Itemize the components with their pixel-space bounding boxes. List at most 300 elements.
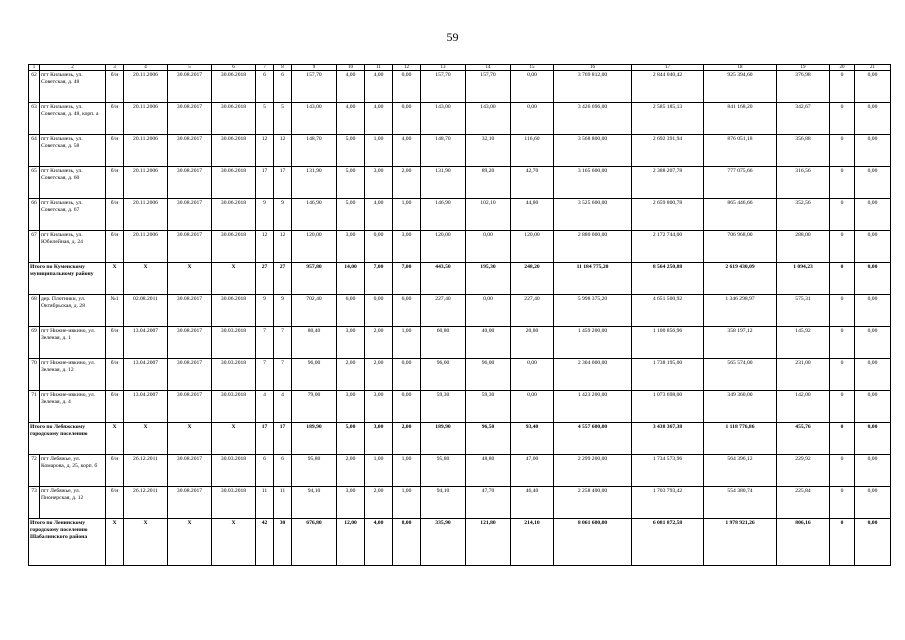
table-cell: 0	[830, 391, 855, 423]
table-cell: 60,80	[421, 327, 466, 359]
table-row	[29, 455, 891, 487]
subtotal-cell: X	[212, 423, 256, 455]
table-cell: 30.06.2018	[212, 167, 256, 199]
table-cell: б/н	[106, 359, 124, 391]
table-cell: 40,00	[466, 327, 511, 359]
table-cell: 925 394,60	[704, 71, 777, 103]
table-cell: 5,00	[337, 167, 365, 199]
table-cell: 706 968,00	[704, 231, 777, 263]
table-cell: б/н	[106, 231, 124, 263]
table-cell: 72	[29, 455, 40, 487]
table-cell: 59,30	[466, 391, 511, 423]
table-cell: 11	[274, 487, 292, 519]
table-row	[29, 167, 891, 199]
column-number: 13	[421, 65, 466, 71]
table-cell: 80,40	[292, 327, 337, 359]
table-cell: 0	[830, 167, 855, 199]
column-number: 12	[393, 65, 421, 71]
table-cell: 62	[29, 71, 40, 103]
subtotal-cell: 1 978 921,26	[704, 519, 777, 566]
subtotal-cell: 0	[830, 423, 855, 455]
subtotal-cell: X	[168, 423, 212, 455]
table-cell: 2 388 207,78	[632, 167, 704, 199]
table-cell: 777 075,66	[704, 167, 777, 199]
subtotal-cell: 4 557 600,00	[554, 423, 632, 455]
table-cell: 0,00	[466, 295, 511, 327]
table-cell: 30.06.2018	[212, 199, 256, 231]
subtotal-cell: 2,00	[393, 423, 421, 455]
table-cell: 4	[256, 391, 274, 423]
table-cell: 120,00	[421, 231, 466, 263]
table-cell: 6	[256, 71, 274, 103]
table-cell: 0,00	[855, 167, 891, 199]
table-cell: 30.08.2017	[168, 359, 212, 391]
table-cell: 42,70	[511, 167, 554, 199]
table-cell: б/н	[106, 455, 124, 487]
table-cell: 30.08.2017	[168, 295, 212, 327]
column-number: 21	[855, 65, 891, 71]
subtotal-cell: 1 094,23	[777, 263, 830, 295]
table-row	[29, 103, 891, 135]
table-cell: 1 734 573,96	[632, 455, 704, 487]
subtotal-cell: 11 184 775,20	[554, 263, 632, 295]
subtotal-cell: X	[106, 263, 124, 295]
table-cell: 94,10	[292, 487, 337, 519]
table-cell: 841 168,20	[704, 103, 777, 135]
table-cell: 70	[29, 359, 40, 391]
table-cell: 63	[29, 103, 40, 135]
address-cell: пгт Лебяжье, ул. Пионерская, д. 12	[40, 487, 106, 519]
table-cell: 0	[830, 455, 855, 487]
table-cell: 12	[256, 135, 274, 167]
table-cell: 4,00	[365, 71, 393, 103]
table-cell: 3,00	[337, 231, 365, 263]
table-cell: 3,00	[337, 327, 365, 359]
column-number: 18	[704, 65, 777, 71]
table-cell: 30.03.2018	[212, 455, 256, 487]
table-cell: 5 998 375,20	[554, 295, 632, 327]
table-cell: 3 426 696,00	[554, 103, 632, 135]
table-cell: 20.11.2006	[124, 199, 168, 231]
table-cell: 0	[830, 103, 855, 135]
subtotal-cell: X	[106, 519, 124, 566]
address-cell: пгт Лебяжье, ул. Комарова, д. 25, корп. б	[40, 455, 106, 487]
column-number: 11	[365, 65, 393, 71]
address-cell: пгт Нижне-ивкино, ул. Зеленая, д. 4	[40, 391, 106, 423]
table-cell: 142,00	[777, 391, 830, 423]
table-cell: 0,00	[393, 103, 421, 135]
subtotal-cell: 27	[256, 263, 274, 295]
subtotal-cell: 5,00	[337, 423, 365, 455]
table-cell: 30.08.2017	[168, 487, 212, 519]
table-cell: 0,00	[855, 391, 891, 423]
table-cell: 30.06.2018	[212, 231, 256, 263]
subtotal-cell: 12,00	[337, 519, 365, 566]
table-cell: 96,00	[421, 359, 466, 391]
subtotal-cell: 195,30	[466, 263, 511, 295]
table-cell: 26.12.2011	[124, 455, 168, 487]
table-cell: 1 703 793,42	[632, 487, 704, 519]
table-cell: 13.04.2007	[124, 391, 168, 423]
table-cell: 0,00	[393, 391, 421, 423]
table-cell: 30.06.2018	[212, 71, 256, 103]
table-cell: 30.06.2018	[212, 103, 256, 135]
subtotal-cell: 30	[274, 519, 292, 566]
column-number: 10	[337, 65, 365, 71]
table-cell: 0	[830, 135, 855, 167]
table-cell: 2 880 000,00	[554, 231, 632, 263]
table-cell: №1	[106, 295, 124, 327]
table-cell: 30.08.2017	[168, 71, 212, 103]
column-number: 5	[168, 65, 212, 71]
table-cell: 1,00	[393, 199, 421, 231]
table-cell: 4	[274, 391, 292, 423]
column-number: 1	[29, 65, 40, 71]
table-cell: 44,80	[511, 199, 554, 231]
subtotal-cell: 1 118 776,86	[704, 423, 777, 455]
subtotal-cell: 957,80	[292, 263, 337, 295]
address-cell: пгт Кильмезь, ул. Юбилейная, д. 24	[40, 231, 106, 263]
subtotal-cell: 676,80	[292, 519, 337, 566]
table-cell: 0,00	[855, 487, 891, 519]
table-cell: 79,00	[292, 391, 337, 423]
table-cell: 0,00	[511, 359, 554, 391]
table-cell: 288,00	[777, 231, 830, 263]
table-cell: 59,30	[421, 391, 466, 423]
table-row	[29, 295, 891, 327]
table-cell: б/н	[106, 199, 124, 231]
table-cell: 0,00	[855, 455, 891, 487]
table-cell: 0,00	[393, 359, 421, 391]
subtotal-cell: X	[212, 263, 256, 295]
table-row	[29, 199, 891, 231]
table-cell: 227,40	[421, 295, 466, 327]
table-cell: б/н	[106, 103, 124, 135]
table-cell: 9	[274, 295, 292, 327]
subtotal-row	[29, 423, 891, 455]
address-cell: пгт Нижне-ивкино, ул. Зеленая, д. 12	[40, 359, 106, 391]
subtotal-row	[29, 519, 891, 566]
table-cell: 229,92	[777, 455, 830, 487]
subtotal-cell: 96,50	[466, 423, 511, 455]
address-cell: пгт Нижне-ивкино, ул. Зеленая, д. 1	[40, 327, 106, 359]
table-cell: 2 304 000,00	[554, 359, 632, 391]
table-cell: б/н	[106, 71, 124, 103]
table-cell: 342,67	[777, 103, 830, 135]
subtotal-cell: X	[212, 519, 256, 566]
table-cell: 565 574,00	[704, 359, 777, 391]
table-cell: 4,00	[393, 135, 421, 167]
table-cell: 865 446,66	[704, 199, 777, 231]
table-cell: 65	[29, 167, 40, 199]
table-cell: 146,90	[421, 199, 466, 231]
subtotal-cell: 42	[256, 519, 274, 566]
table-cell: 20.11.2006	[124, 231, 168, 263]
subtotal-cell: 4,00	[365, 519, 393, 566]
subtotal-cell: 8 061 600,00	[554, 519, 632, 566]
table-cell: 0,00	[511, 71, 554, 103]
table-cell: 3,00	[393, 231, 421, 263]
table-cell: 7	[256, 359, 274, 391]
table-cell: 0	[830, 295, 855, 327]
table-cell: 0,00	[855, 71, 891, 103]
subtotal-cell: 214,10	[511, 519, 554, 566]
table-cell: 67	[29, 231, 40, 263]
table-cell: 30.06.2018	[212, 135, 256, 167]
table-cell: 2 172 744,00	[632, 231, 704, 263]
table-cell: 12	[274, 135, 292, 167]
table-cell: 47,70	[466, 487, 511, 519]
table-row	[29, 71, 891, 103]
table-cell: 1,00	[365, 135, 393, 167]
column-number: 15	[511, 65, 554, 71]
table-cell: 0,00	[855, 199, 891, 231]
table-cell: 1 346 298,97	[704, 295, 777, 327]
table-cell: 30.03.2018	[212, 327, 256, 359]
subtotal-cell: 248,20	[511, 263, 554, 295]
table-cell: 71	[29, 391, 40, 423]
subtotal-cell: X	[168, 263, 212, 295]
table-cell: 47,00	[511, 455, 554, 487]
subtotal-cell: X	[124, 423, 168, 455]
table-cell: 95,80	[421, 455, 466, 487]
table-cell: 94,10	[421, 487, 466, 519]
table-cell: 5,00	[337, 135, 365, 167]
subtotal-cell: 8,00	[393, 519, 421, 566]
table-cell: 95,80	[292, 455, 337, 487]
table-cell: 0	[830, 71, 855, 103]
subtotal-cell: 121,80	[466, 519, 511, 566]
table-cell: 13.04.2007	[124, 327, 168, 359]
table-cell: 20,80	[511, 327, 554, 359]
table-cell: 1,00	[393, 455, 421, 487]
column-number: 16	[554, 65, 632, 71]
table-cell: 1 073 698,00	[632, 391, 704, 423]
table-cell: 702,40	[292, 295, 337, 327]
table-cell: 145,92	[777, 327, 830, 359]
table-cell: 1 459 200,00	[554, 327, 632, 359]
table-cell: 143,00	[421, 103, 466, 135]
table-cell: 0,00	[511, 391, 554, 423]
address-cell: пгт Кильмезь, ул. Советская, д. 48	[40, 71, 106, 103]
table-cell: 2,00	[365, 327, 393, 359]
table-cell: 356,88	[777, 135, 830, 167]
table-cell: 358 197,12	[704, 327, 777, 359]
table-cell: 30.03.2018	[212, 391, 256, 423]
subtotal-cell: 455,76	[777, 423, 830, 455]
table-cell: 6	[256, 455, 274, 487]
table-cell: 3 769 812,00	[554, 71, 632, 103]
table-cell: 30.08.2017	[168, 231, 212, 263]
table-cell: 157,70	[466, 71, 511, 103]
table-cell: 131,90	[421, 167, 466, 199]
table-cell: 148,70	[421, 135, 466, 167]
table-cell: 30.03.2018	[212, 359, 256, 391]
table-row	[29, 231, 891, 263]
table-cell: 30.08.2017	[168, 167, 212, 199]
table-cell: 575,31	[777, 295, 830, 327]
subtotal-cell: X	[106, 423, 124, 455]
table-cell: 30.03.2018	[212, 487, 256, 519]
column-number: 2	[40, 65, 106, 71]
table-cell: 64	[29, 135, 40, 167]
table-cell: 30.08.2017	[168, 391, 212, 423]
address-cell: пгт Кильмезь, ул. Советская, д. 67	[40, 199, 106, 231]
table-cell: 48,80	[466, 455, 511, 487]
table-row	[29, 359, 891, 391]
table-cell: 30.08.2017	[168, 103, 212, 135]
column-number: 3	[106, 65, 124, 71]
table-cell: 1,00	[365, 455, 393, 487]
table-cell: 30.08.2017	[168, 455, 212, 487]
table-cell: 2 299 200,00	[554, 455, 632, 487]
table-cell: 2,00	[337, 455, 365, 487]
table-cell: 0,00	[466, 231, 511, 263]
table-cell: 0,00	[855, 231, 891, 263]
subtotal-cell: X	[124, 263, 168, 295]
table-cell: 2 844 040,42	[632, 71, 704, 103]
table-cell: 4,00	[365, 103, 393, 135]
subtotal-cell: 17	[256, 423, 274, 455]
table-cell: 9	[274, 199, 292, 231]
column-number: 7	[256, 65, 274, 71]
table-cell: 227,40	[511, 295, 554, 327]
column-number: 19	[777, 65, 830, 71]
table-cell: 96,00	[466, 359, 511, 391]
table-cell: 3 568 800,00	[554, 135, 632, 167]
table-cell: 6	[274, 455, 292, 487]
column-number: 9	[292, 65, 337, 71]
table-cell: 3 165 600,00	[554, 167, 632, 199]
table-row	[29, 135, 891, 167]
table-cell: 4,00	[337, 71, 365, 103]
table-cell: 3 525 600,00	[554, 199, 632, 231]
table-cell: 143,00	[466, 103, 511, 135]
address-cell: пгт Кильмезь, ул. Советская, д. 60	[40, 167, 106, 199]
table-row	[29, 391, 891, 423]
table-cell: 0,00	[365, 231, 393, 263]
table-cell: 564 396,12	[704, 455, 777, 487]
table-cell: 2,00	[337, 359, 365, 391]
table-cell: б/н	[106, 167, 124, 199]
table-cell: 0	[830, 327, 855, 359]
table-cell: 68	[29, 295, 40, 327]
table-cell: 17	[256, 167, 274, 199]
table-cell: 2 585 185,13	[632, 103, 704, 135]
subtotal-cell: 189,90	[292, 423, 337, 455]
subtotal-cell: 0,00	[855, 263, 891, 295]
table-cell: 30.08.2017	[168, 327, 212, 359]
subtotal-cell: X	[124, 519, 168, 566]
table-cell: 2,00	[393, 167, 421, 199]
table-cell: 4,00	[337, 103, 365, 135]
subtotal-cell: X	[168, 519, 212, 566]
table-cell: 7	[256, 327, 274, 359]
table-cell: 0,00	[855, 135, 891, 167]
table-cell: 157,70	[292, 71, 337, 103]
subtotal-cell: 93,40	[511, 423, 554, 455]
table-cell: 0	[830, 487, 855, 519]
subtotal-cell: 2 619 430,09	[704, 263, 777, 295]
subtotal-cell: 14,00	[337, 263, 365, 295]
table-cell: 2 659 800,78	[632, 199, 704, 231]
table-cell: 73	[29, 487, 40, 519]
table-cell: 0,00	[855, 103, 891, 135]
subtotal-cell: 335,90	[421, 519, 466, 566]
subtotal-cell: 8 564 250,88	[632, 263, 704, 295]
subtotal-cell: 3 438 367,38	[632, 423, 704, 455]
table-cell: 554 380,74	[704, 487, 777, 519]
table-cell: 5	[256, 103, 274, 135]
table-cell: 11	[256, 487, 274, 519]
table-cell: 96,00	[292, 359, 337, 391]
table-cell: 0,00	[511, 103, 554, 135]
column-number: 8	[274, 65, 292, 71]
table-cell: 6,00	[393, 295, 421, 327]
table-cell: 7	[274, 327, 292, 359]
table-cell: 376,98	[777, 71, 830, 103]
housing-table	[28, 64, 891, 566]
subtotal-cell: 17	[274, 423, 292, 455]
table-cell: 9	[256, 199, 274, 231]
table-cell: 17	[274, 167, 292, 199]
table-cell: 3,00	[337, 391, 365, 423]
table-cell: 7	[274, 359, 292, 391]
table-cell: 89,20	[466, 167, 511, 199]
table-cell: 2 258 400,00	[554, 487, 632, 519]
table-cell: 131,90	[292, 167, 337, 199]
column-number: 4	[124, 65, 168, 71]
table-cell: 12	[256, 231, 274, 263]
table-cell: 116,60	[511, 135, 554, 167]
table-row	[29, 487, 891, 519]
table-cell: 0,00	[393, 71, 421, 103]
table-cell: 0,00	[365, 295, 393, 327]
table-cell: 4,00	[365, 199, 393, 231]
table-cell: 13.04.2007	[124, 359, 168, 391]
column-number: 20	[830, 65, 855, 71]
subtotal-cell: 7,00	[393, 263, 421, 295]
table-cell: 20.11.2006	[124, 135, 168, 167]
subtotal-cell: 0,00	[855, 519, 891, 566]
table-cell: 2 692 391,94	[632, 135, 704, 167]
table-cell: 148,70	[292, 135, 337, 167]
column-number: 14	[466, 65, 511, 71]
table-cell: б/н	[106, 391, 124, 423]
table-cell: 46,40	[511, 487, 554, 519]
table-cell: 143,00	[292, 103, 337, 135]
table-cell: 30.08.2017	[168, 135, 212, 167]
table-cell: 30.06.2018	[212, 295, 256, 327]
table-cell: 231,00	[777, 359, 830, 391]
address-cell: пгт Кильмезь, ул. Советская, д. 48, корп. а	[40, 103, 106, 135]
table-row	[29, 327, 891, 359]
table-cell: 69	[29, 327, 40, 359]
table-cell: б/н	[106, 487, 124, 519]
table-cell: 6,00	[337, 295, 365, 327]
table-cell: 9	[256, 295, 274, 327]
table-cell: 876 051,18	[704, 135, 777, 167]
table-cell: 5,00	[337, 199, 365, 231]
table-cell: 352,56	[777, 199, 830, 231]
table-cell: 20.11.2006	[124, 71, 168, 103]
table-cell: 146,90	[292, 199, 337, 231]
table-cell: 0,00	[855, 295, 891, 327]
subtotal-label: Итого по Ленинскому городскому поселению Шабалинского района	[29, 519, 106, 566]
table-cell: 66	[29, 199, 40, 231]
table-cell: 20.11.2006	[124, 103, 168, 135]
table-cell: 02.08.2011	[124, 295, 168, 327]
